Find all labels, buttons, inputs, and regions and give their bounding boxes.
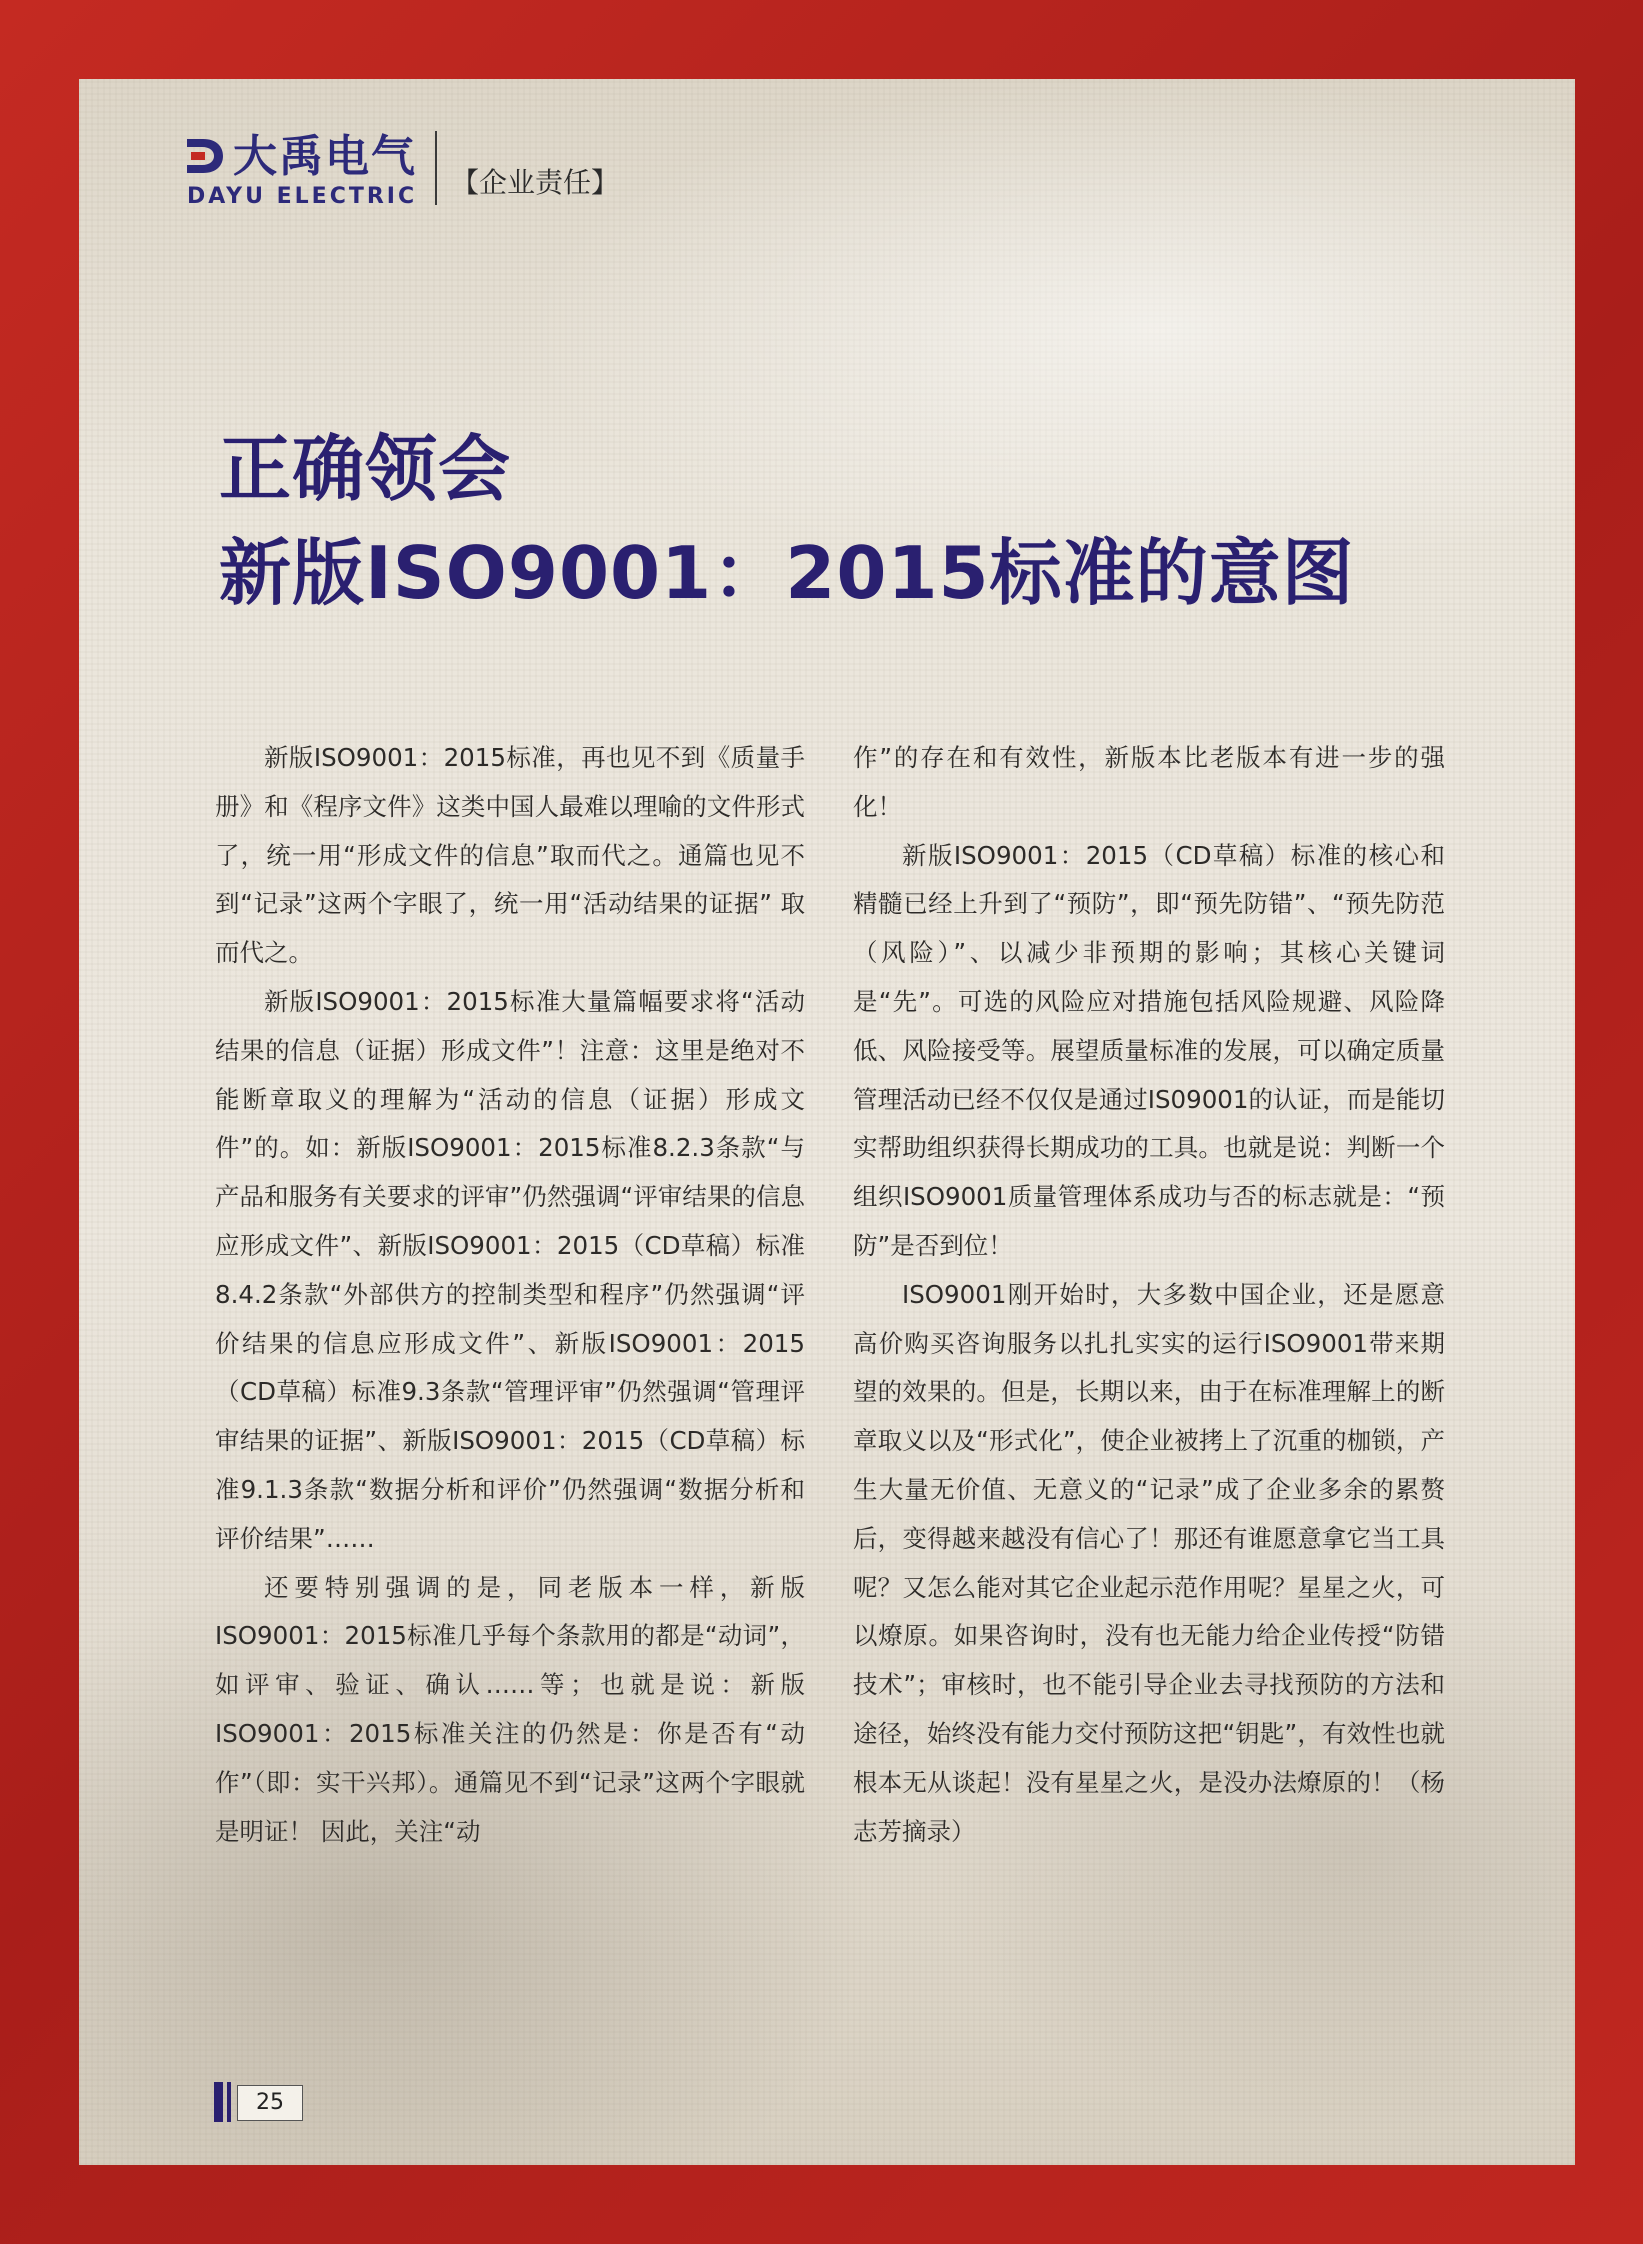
paragraph-continued: 作”的存在和有效性，新版本比老版本有进一步的强化！: [853, 743, 1445, 821]
title-line-2: 新版ISO9001：2015标准的意图: [219, 531, 1355, 615]
page-number-bar-thin: [227, 2082, 231, 2122]
page-number-box: [237, 2085, 303, 2121]
page-number-bar: [214, 2082, 223, 2122]
header-divider: [435, 131, 437, 205]
dayu-logo-icon: [183, 135, 227, 177]
logo-chinese-name: 大禹电气: [233, 131, 417, 182]
article-title: [219, 417, 1355, 625]
paragraph: 新版ISO9001：2015标准，再也见不到《质量手册》和《程序文件》这类中国人最难以理喻的文件形式了，统一用“形成文件的信息”取而代之。通篇也见不到“记录”这两个字眼了，统一用“活动结果的证据” 取而代之。: [215, 743, 805, 968]
title-line-1: 正确领会: [219, 427, 512, 511]
page-number: 25: [256, 2090, 284, 2115]
paragraph: 还要特别强调的是，同老版本一样，新版ISO9001：2015标准几乎每个条款用的都是“动词”，如评审、验证、确认……等；也就是说：新版ISO9001：2015标准关注的仍然是：你是否有“动作”（即：实干兴邦）。通篇见不到“记录”这两个字眼就是明证！ 因此，关注“动: [215, 1572, 805, 1846]
left-column: [215, 734, 805, 1856]
section-tag: 【企业责任】: [451, 166, 620, 199]
paragraph: 新版ISO9001：2015标准大量篇幅要求将“活动结果的信息（证据）形成文件”！注意：这里是绝对不能断章取义的理解为“活动的信息（证据）形成文件”的。如：新版ISO9001：2015标准8.2.3条款“与产品和服务有关要求的评审”仍然强调“评审结果的信息应形成文件”、新版ISO9001：2015（CD草稿）标准8.4.2条款“外部供方的控制类型和程序”仍然强调“评价结果的信息应形成文件”、新版ISO9001：2015（CD草稿）标准9.3条款“管理评审”仍然强调“管理评审结果的证据”、新版ISO9001：2015（CD草稿）标准9.1.3条款“数据分析和评价”仍然强调“数据分析和评价结果”……: [215, 986, 805, 1553]
logo-english-name: DAYU ELECTRIC: [187, 184, 418, 209]
right-column: [853, 734, 1445, 1856]
page-paper: [79, 79, 1575, 2165]
paragraph: 新版ISO9001：2015（CD草稿）标准的核心和精髓已经上升到了“预防”，即“预先防错”、“预先防范（风险）”、以减少非预期的影响；其核心关键词是“先”。可选的风险应对措施包括风险规避、风险降低、风险接受等。展望质量标准的发展，可以确定质量管理活动已经不仅仅是通过IS09001的认证，而是能切实帮助组织获得长期成功的工具。也就是说：判断一个组织ISO9001质量管理体系成功与否的标志就是：“预防”是否到位！: [853, 840, 1445, 1260]
paragraph: ISO9001刚开始时，大多数中国企业，还是愿意高价购买咨询服务以扎扎实实的运行ISO9001带来期望的效果的。但是，长期以来，由于在标准理解上的断章取义以及“形式化”，使企业被拷上了沉重的枷锁，产生大量无价值、无意义的“记录”成了企业多余的累赘后，变得越来越没有信心了！那还有谁愿意拿它当工具呢？又怎么能对其它企业起示范作用呢？星星之火，可以燎原。如果咨询时，没有也无能力给企业传授“防错技术”；审核时，也不能引导企业去寻找预防的方法和途径，始终没有能力交付预防这把“钥匙”，有效性也就根本无从谈起！没有星星之火，是没办法燎原的！（杨志芳摘录）: [853, 1279, 1445, 1846]
